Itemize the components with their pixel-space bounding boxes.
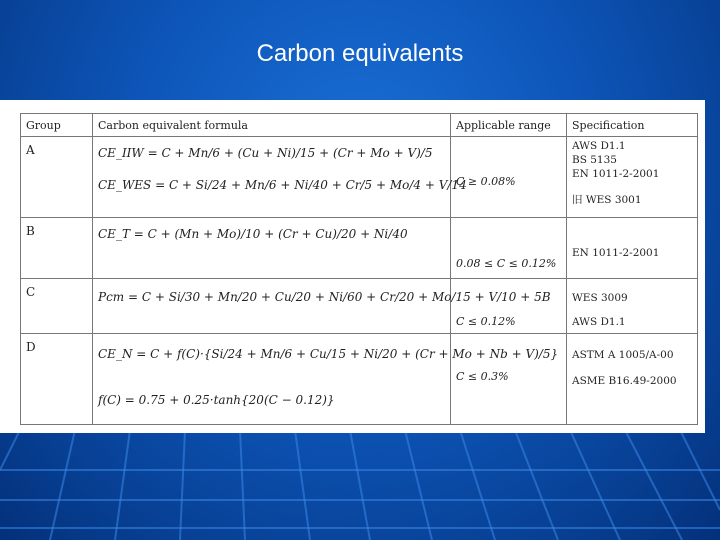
range-cell — [451, 217, 567, 278]
table-row — [21, 334, 698, 425]
range-text: C ≥ 0.08% — [456, 174, 516, 188]
range-cell — [451, 278, 567, 334]
table-row — [21, 278, 698, 334]
spec-cell — [567, 217, 698, 278]
spec-item: ASME B16.49-2000 — [572, 375, 677, 388]
spec-item: AWS D1.1 — [572, 140, 626, 153]
spec-cell — [567, 334, 698, 425]
spec-item: BS 5135 — [572, 154, 617, 167]
group-cell: C — [21, 278, 93, 334]
slide-title: Carbon equivalents — [256, 40, 464, 67]
table-header-row — [21, 114, 698, 137]
formula-cell — [93, 137, 467, 218]
header-formula: Carbon equivalent formula — [93, 114, 451, 137]
header-spec: Specification — [567, 114, 698, 137]
formula-text: f(C) = 0.75 + 0.25·tanh{20(C − 0.12)} — [98, 393, 335, 408]
formula-text: Pcm = C + Si/30 + Mn/20 + Cu/20 + Ni/60 + Cr/20 + Mo/15 + V/10 + 5B — [98, 289, 551, 304]
group-cell: B — [21, 217, 93, 278]
formula-text: CE_IIW = C + Mn/6 + (Cu + Ni)/15 + (Cr + Mo + V)/5 — [98, 146, 433, 161]
range-text: C ≤ 0.3% — [456, 370, 509, 384]
table-row — [21, 137, 698, 218]
formula-text: CE_T = C + (Mn + Mo)/10 + (Cr + Cu)/20 + Ni/40 — [98, 226, 408, 241]
group-cell: D — [21, 334, 93, 425]
range-text: 0.08 ≤ C ≤ 0.12% — [456, 256, 557, 270]
header-range: Applicable range — [451, 114, 567, 137]
formula-cell — [93, 217, 451, 278]
spec-item: WES 3009 — [572, 291, 628, 304]
formula-text: CE_WES = C + Si/24 + Mn/6 + Ni/40 + Cr/5 + Mo/4 + V/14 — [98, 178, 467, 193]
spec-item: EN 1011-2-2001 — [572, 246, 660, 259]
table-row — [21, 217, 698, 278]
spec-cell — [567, 137, 698, 218]
formula-text: CE_N = C + f(C)·{Si/24 + Mn/6 + Cu/15 + Ni/20 + (Cr + Mo + Nb + V)/5} — [98, 347, 559, 362]
range-text: C ≤ 0.12% — [456, 315, 516, 329]
spec-item: 旧 WES 3001 — [572, 194, 642, 207]
spec-item: ASTM A 1005/A-00 — [572, 349, 674, 362]
carbon-equivalent-table — [20, 113, 698, 425]
group-cell: A — [21, 137, 93, 218]
range-cell — [451, 137, 567, 218]
header-group: Group — [21, 114, 93, 137]
spec-item: EN 1011-2-2001 — [572, 168, 660, 181]
spec-cell — [567, 278, 698, 334]
spec-item: AWS D1.1 — [572, 315, 626, 328]
